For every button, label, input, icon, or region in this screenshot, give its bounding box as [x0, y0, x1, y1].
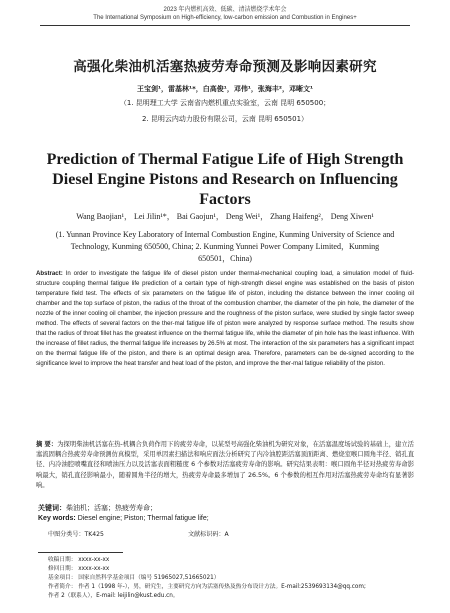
- footnote-rule: [38, 552, 123, 553]
- footnote-funding: 基金项目： 国家自然科学基金项目（编号 51965027,51665021）: [48, 575, 220, 581]
- chinese-abstract-label: 摘 要：: [36, 441, 58, 448]
- footnote-revised: 修回日期： xxxx-xx-xx: [48, 566, 110, 572]
- footnote-author-bio: 作者简介： 作者 1（1998 年-），男，研究生，主要研究方向为活塞传热及热分布设计方法。E-mail:2539693134@qq.com;: [48, 584, 366, 590]
- english-keywords: [38, 515, 209, 522]
- english-abstract: [36, 269, 414, 369]
- english-affiliations: (1. Yunnan Province Key Laboratory of Internal Combustion Engine, Kunming University of Science and Technology, Kunming 650500, China; 2. Kunming Yunnei Power Company Limited，Kunming 650501，China): [55, 230, 395, 263]
- abstract-label: Abstract:: [36, 270, 63, 277]
- chinese-keywords-label: 关键词：: [38, 504, 66, 512]
- header-rule: [40, 25, 410, 26]
- chinese-abstract: [36, 440, 414, 491]
- chinese-authors: 王宝剑¹，雷基林¹*，白高俊¹，邓伟¹，张海丰²，邓晰文¹: [136, 85, 314, 93]
- chinese-title: 高强化柴油机活塞热疲劳寿命预测及影响因素研究: [73, 59, 377, 75]
- english-authors: Wang Baojian¹， Lei Jilin¹*， Bai Gaojun¹， Deng Wei¹， Zhang Haifeng²， Deng Xiwen¹: [76, 212, 374, 221]
- footnote-corresponding: 作者 2（联系人），E-mail: leijilin@kust.edu.cn。: [48, 593, 179, 599]
- document-code: 文献标识码：A: [188, 531, 229, 538]
- running-header: [0, 6, 450, 22]
- english-title: Prediction of Thermal Fatigue Life of High Strength Diesel Engine Pistons and Research on Influencing Factors: [46, 151, 404, 208]
- english-keywords-label: Key words:: [38, 515, 76, 522]
- chinese-affiliation-2: 2. 昆明云内动力股份有限公司，云南 昆明 650501）: [141, 115, 309, 123]
- chinese-keywords-text: 柴油机；活塞；热疲劳寿命；: [66, 504, 157, 512]
- chinese-affiliation-1: （1. 昆明理工大学 云南省内燃机重点实验室，云南 昆明 650500；: [119, 99, 331, 107]
- chinese-keywords: [38, 503, 157, 513]
- abstract-text: In order to investigate the fatigue life of diesel piston under thermal-mechanical coupling load, a simulation model of fluid-structure coupling thermal fatigue life prediction of a certain type of high-strength diesel engine was established on the basis of piston temperature field test. The effects of six parameters on the fatigue life of piston, including the distance between the inner cooling oil chamber and the top surface of piston, the radius of the throat of the combustion chamber, the diameter of the pin hole, the diameter of the nozzle of the inner cooling oil chamber, the injection pressure and the roughness of the piston surface, were studied by single factor sweep method. The effects of several factors on the ther-mal fatigue life of piston were analyzed by response surface method. The results show that the radius of throat fillet has the greatest influence on the thermal fatigue life, while the diameter of pin hole has the least influence. With the increase of fillet radius, the thermal fatigue life increases by 26.5% at most. The interaction of the six parameters has a significant impact on the thermal fatigue life of the piston, and there is an optimal design area. Therefore, parameters can be de-signed according to the significance level to improve the heat transfer and heat load of the piston, and improve the ther-mal fatigue reliability of the piston.: [36, 270, 414, 367]
- chinese-abstract-text: 为探明柴油机活塞在热-机耦合负荷作用下的疲劳寿命，以某型号高强化柴油机为研究对象，在活塞温度场试验的基础上，建立活塞流固耦合热疲劳寿命预测仿真模型，采用单因素扫描法和响应面法分析研究了内冷油腔距活塞顶面距离、燃烧室喉口圆角半径、销孔直径、内冷油腔喷嘴直径和喷油压力以及活塞表面粗糙度 6 个参数对活塞疲劳寿命的影响。研究结果表明：喉口圆角半径对热疲劳寿命影响最大，销孔直径影响最小，随着圆角半径的增大，热疲劳寿命最多增加了 26.5%。6 个参数的相互作用对活塞热疲劳寿命均有显著影响。: [36, 441, 414, 489]
- footnote-received: 收稿日期： xxxx-xx-xx: [48, 557, 110, 563]
- header-line-cn: 2023 年内燃机高效、低碳、清洁燃烧学术年会: [163, 7, 287, 13]
- header-line-en: The International Symposium on High-efficiency, low-carbon emission and Combustion in Engines+: [93, 15, 357, 21]
- english-keywords-text: Diesel engine; Piston; Thermal fatigue life;: [77, 515, 209, 522]
- classification-number: 中图分类号：TK425: [48, 531, 104, 538]
